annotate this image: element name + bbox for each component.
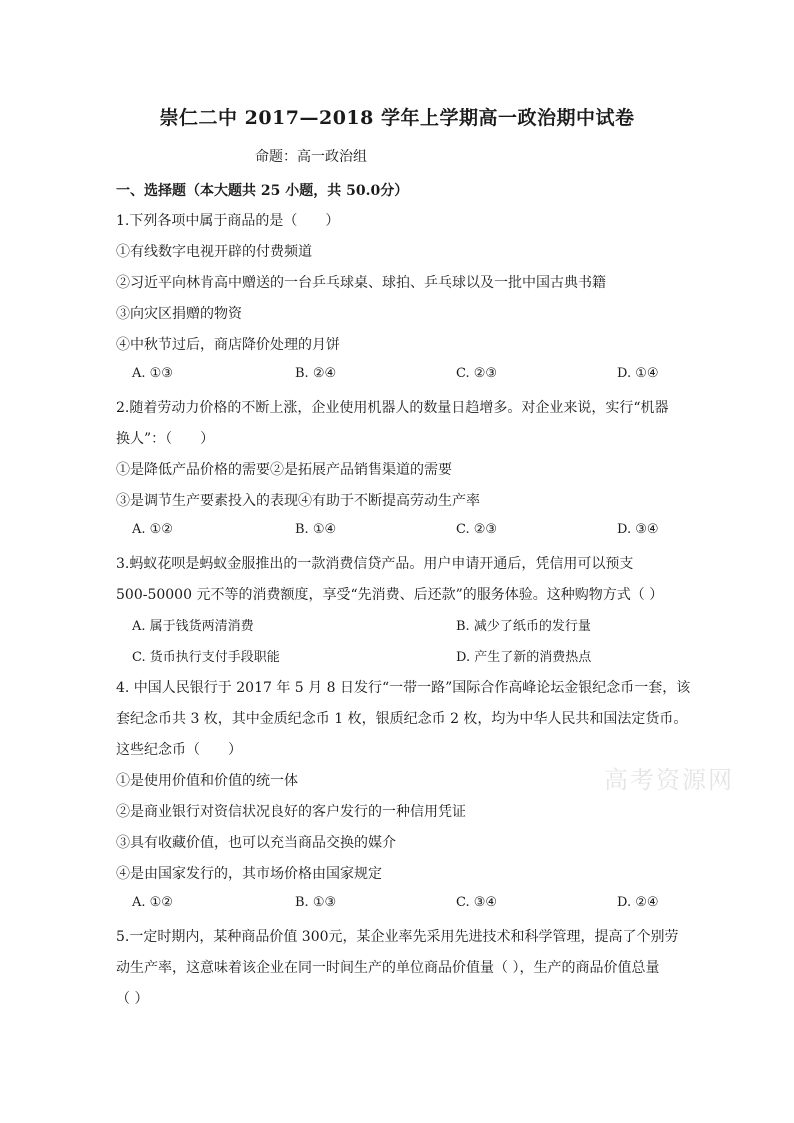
question-2-item: ①是降低产品价格的需要②是拓展产品销售渠道的需要 [116, 462, 452, 478]
question-4-item: ③具有收藏价值，也可以充当商品交换的媒介 [116, 835, 396, 851]
question-4-option-b: B. ①③ [295, 895, 337, 910]
question-1-item: ③向灾区捐赠的物资 [116, 306, 242, 322]
question-4-option-c: C. ③④ [456, 895, 498, 910]
question-4-option-d: D. ②④ [617, 895, 659, 910]
question-3-option-c: C. 货币执行支付手段职能 [132, 650, 280, 665]
question-3-option-d: D. 产生了新的消费热点 [456, 650, 592, 665]
question-2-stem: 2.随着劳动力价格的不断上涨，企业使用机器人的数量日趋增多。对企业来说，实行“机器 [116, 400, 669, 416]
question-1-option-c: C. ②③ [456, 366, 498, 381]
question-4-item: ①是使用价值和价值的统一体 [116, 773, 298, 789]
question-2-option-c: C. ②③ [456, 522, 498, 537]
watermark: 高考资源网 [604, 766, 734, 794]
question-1-stem: 1.下列各项中属于商品的是（ ） [116, 213, 340, 229]
question-2-item: ③是调节生产要素投入的表现④有助于不断提高劳动生产率 [116, 493, 480, 509]
question-4-item: ④是由国家发行的，其市场价格由国家规定 [116, 866, 382, 882]
question-2-option-d: D. ③④ [617, 522, 659, 537]
question-2-option-a: A. ①② [132, 522, 173, 537]
question-4-option-a: A. ①② [132, 895, 173, 910]
question-1-option-d: D. ①④ [617, 366, 659, 381]
question-1-option-a: A. ①③ [132, 366, 173, 381]
section-heading: 一、选择题（本大题共 25 小题，共 50.0分） [116, 183, 409, 199]
question-1-item: ①有线数字电视开辟的付费频道 [116, 244, 312, 260]
question-4-stem: 这些纪念币（ ） [116, 742, 242, 758]
question-3-stem: 500-50000 元不等的消费额度，享受“先消费、后还款”的服务体验。这种购物方式（ ） [116, 587, 664, 603]
question-1-item: ②习近平向林肯高中赠送的一台乒乓球桌、球拍、乒乓球以及一批中国古典书籍 [116, 275, 606, 291]
question-4-stem: 4. 中国人民银行于 2017 年 5 月 8 日发行“一带一路”国际合作高峰论坛金银纪念币一套，该 [116, 680, 691, 696]
question-2-stem: 换人”：（ ） [116, 431, 215, 447]
question-4-item: ②是商业银行对资信状况良好的客户发行的一种信用凭证 [116, 804, 466, 820]
question-1-option-b: B. ②④ [295, 366, 337, 381]
question-4-stem: 套纪念币共 3 枚，其中金质纪念币 1 枚，银质纪念币 2 枚，均为中华人民共和国法定货币。 [116, 711, 688, 727]
question-5-stem: 5.一定时期内，某种商品价值 300元，某企业率先采用先进技术和科学管理，提高了个别劳 [116, 929, 679, 945]
question-5-stem: （ ） [116, 991, 149, 1007]
question-2-option-b: B. ①④ [295, 522, 337, 537]
exam-title: 崇仁二中 2017—2018 学年上学期高一政治期中试卷 [159, 107, 635, 129]
exam-author: 命题：高一政治组 [255, 149, 367, 165]
question-3-stem: 3.蚂蚁花呗是蚂蚁金服推出的一款消费信贷产品。用户申请开通后，凭信用可以预支 [116, 556, 634, 572]
question-3-option-b: B. 减少了纸币的发行量 [456, 619, 591, 634]
question-1-item: ④中秋节过后，商店降价处理的月饼 [116, 337, 340, 353]
question-5-stem: 动生产率，这意味着该企业在同一时间生产的单位商品价值量（ ），生产的商品价值总量 [116, 960, 660, 976]
question-3-option-a: A. 属于钱货两清消费 [132, 619, 254, 634]
